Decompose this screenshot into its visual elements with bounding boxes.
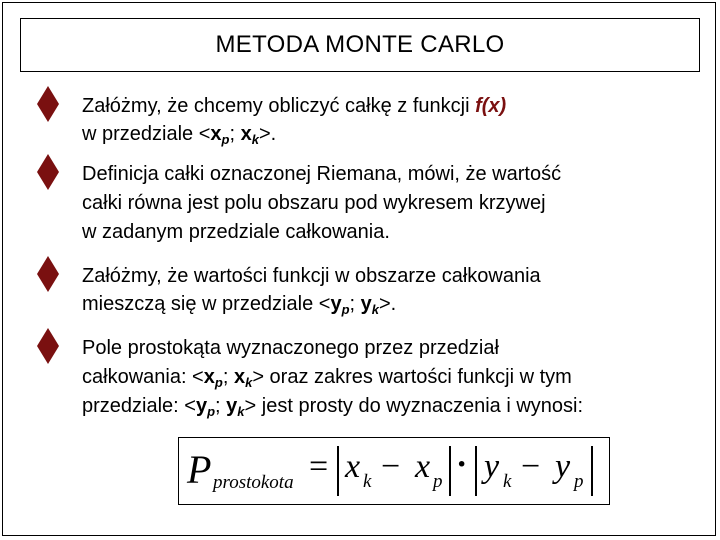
bullet-2-line-1: Definicja całki oznaczonej Riemana, mówi, że wartość [82,163,562,185]
bullet-1-line-1: Załóżmy, że chcemy obliczyć całkę z funkcji f(x) [82,95,507,117]
bullet-1-line-2: w przedziale $<x_p$; $x_k>$. [82,123,277,147]
formula-dot: · [456,446,468,483]
formula-P: P [187,447,212,492]
formula-y: y [555,448,571,485]
formula-sub-k: k [503,471,512,492]
formula-subscript-prostokota: prostokota [213,472,294,493]
abs-bar-right-2 [591,446,593,496]
bullet-3-line-1: Załóżmy, że wartości funkcji w obszarze całkowania [82,265,541,287]
diamond-bullet-icon [37,86,59,122]
abs-bar-left-1 [337,446,339,496]
diamond-bullet-icon [37,256,59,292]
bullet-2-line-2: całki równa jest polu obszaru pod wykresem krzywej [82,192,546,214]
slide-title [20,18,700,72]
bullet-2-line-3: w zadanym przedziale całkowania. [82,221,390,243]
formula-y: y [484,448,500,485]
diamond-bullet-icon [37,328,59,364]
formula-sub-k: k [363,471,372,492]
formula-minus: − [381,448,401,485]
formula-sub-p: p [574,471,584,492]
abs-bar-left-2 [475,446,477,496]
formula-equals: = [309,448,329,485]
bullet-4-line-2: całkowania: $<x_p$; $x_k>$ oraz zakres wartości funkcji w tym [82,366,572,390]
function-fx: f(x) [475,95,507,117]
bullet-4-line-3: przedziale: $<y_p$; $y_k>$ jest prosty do wyznaczenia i wynosi: [82,395,584,419]
formula-minus: − [521,448,541,485]
title-text: METODA MONTE CARLO [215,31,505,58]
formula-x: x [415,448,431,485]
bullet-3-line-2: mieszczą się w przedziale $<y_p$; $y_k>$. [82,293,397,317]
abs-bar-right-1 [449,446,451,496]
diamond-bullet-icon [37,154,59,190]
bullet-4-line-1: Pole prostokąta wyznaczonego przez przedział [82,337,499,359]
formula-x: x [345,448,361,485]
formula-box [178,437,610,505]
formula-sub-p: p [433,471,443,492]
